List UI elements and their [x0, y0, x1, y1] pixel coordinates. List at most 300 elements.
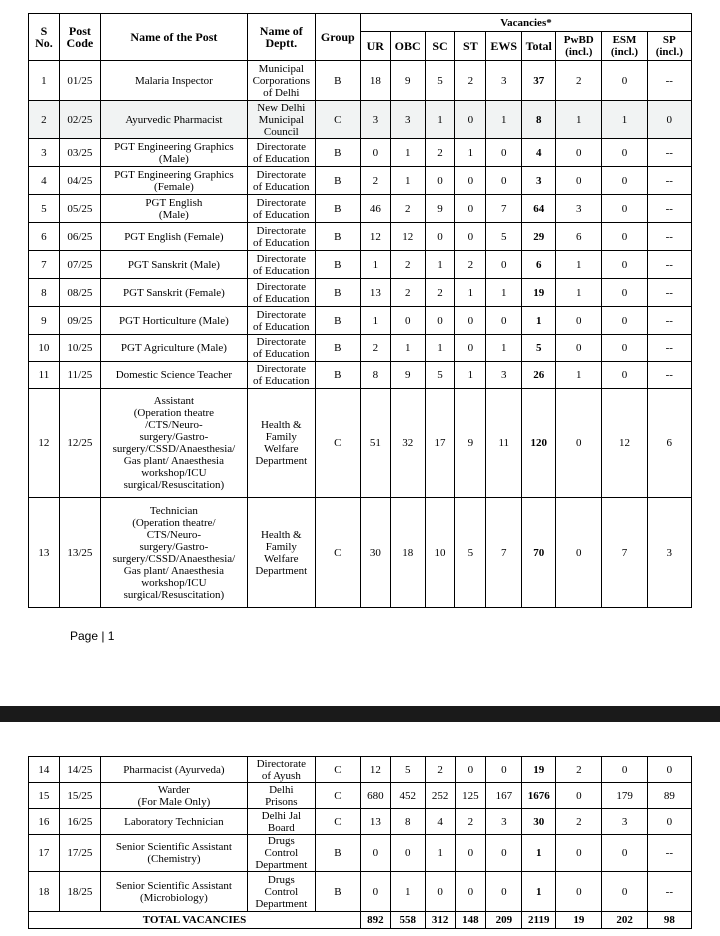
cell-sp: 3	[647, 498, 691, 608]
header-pwbd: PwBD (incl.)	[556, 32, 602, 61]
cell-ur: 8	[360, 362, 390, 389]
cell-st: 1	[455, 362, 486, 389]
cell-sno: 18	[29, 872, 60, 912]
cell-code: 18/25	[59, 872, 100, 912]
cell-ur: 13	[360, 279, 390, 307]
cell-pwbd: 1	[556, 362, 602, 389]
cell-group: B	[315, 872, 360, 912]
table-row	[29, 335, 692, 362]
cell-dept: Directorate of Education	[247, 223, 315, 251]
cell-esm: 0	[602, 335, 647, 362]
header-total: Total	[522, 32, 556, 61]
cell-ews: 3	[486, 61, 522, 101]
table-row	[29, 223, 692, 251]
cell-sno: 14	[29, 757, 60, 783]
table-row	[29, 251, 692, 279]
cell-sno: 13	[29, 498, 60, 608]
cell-sno: 12	[29, 389, 60, 498]
total-st: 148	[455, 912, 486, 929]
cell-total: 1	[522, 872, 556, 912]
cell-obc: 2	[390, 195, 425, 223]
cell-sc: 2	[425, 279, 455, 307]
table-row	[29, 61, 692, 101]
cell-name: PGT Sanskrit (Male)	[100, 251, 247, 279]
cell-total: 64	[522, 195, 556, 223]
table-row	[29, 389, 692, 498]
cell-group: B	[315, 835, 360, 872]
cell-sp: --	[647, 61, 691, 101]
cell-sc: 1	[425, 101, 455, 139]
cell-sc: 9	[425, 195, 455, 223]
cell-sp: --	[647, 279, 691, 307]
cell-obc: 32	[390, 389, 425, 498]
cell-sc: 1	[425, 835, 455, 872]
cell-name: PGT Sanskrit (Female)	[100, 279, 247, 307]
cell-ews: 3	[486, 809, 522, 835]
cell-total: 29	[522, 223, 556, 251]
cell-obc: 1	[390, 139, 425, 167]
cell-dept: Directorate of Education	[247, 279, 315, 307]
cell-sp: --	[647, 167, 691, 195]
cell-sp: --	[647, 307, 691, 335]
cell-dept: Directorate of Education	[247, 167, 315, 195]
cell-total: 1	[522, 835, 556, 872]
cell-name: Assistant (Operation theatre /CTS/Neuro- surgery/Gastro- surgery/CSSD/Anaesthesia/ Gas plant/ Anaesthesia workshop/ICU surgical/Resuscitation)	[100, 389, 247, 498]
table-row	[29, 809, 692, 835]
cell-sp: 6	[647, 389, 691, 498]
cell-obc: 2	[390, 279, 425, 307]
cell-group: C	[315, 809, 360, 835]
header-esm: ESM (incl.)	[602, 32, 647, 61]
cell-sc: 2	[425, 139, 455, 167]
cell-st: 2	[455, 251, 486, 279]
table-row	[29, 835, 692, 872]
cell-pwbd: 0	[556, 139, 602, 167]
cell-st: 0	[455, 101, 486, 139]
cell-ur: 0	[360, 872, 390, 912]
total-sc: 312	[425, 912, 455, 929]
header-department: Name of Deptt.	[247, 14, 315, 61]
cell-ews: 3	[486, 362, 522, 389]
cell-total: 37	[522, 61, 556, 101]
cell-obc: 12	[390, 223, 425, 251]
cell-code: 07/25	[59, 251, 100, 279]
table-row	[29, 139, 692, 167]
cell-sp: --	[647, 872, 691, 912]
cell-ews: 0	[486, 757, 522, 783]
cell-total: 4	[522, 139, 556, 167]
header-ur: UR	[360, 32, 390, 61]
cell-esm: 0	[602, 757, 647, 783]
cell-pwbd: 6	[556, 223, 602, 251]
cell-obc: 1	[390, 872, 425, 912]
cell-sp: 0	[647, 101, 691, 139]
cell-esm: 0	[602, 362, 647, 389]
cell-pwbd: 0	[556, 167, 602, 195]
cell-sc: 1	[425, 251, 455, 279]
cell-ews: 7	[486, 195, 522, 223]
cell-code: 10/25	[59, 335, 100, 362]
table-row	[29, 498, 692, 608]
cell-name: PGT English (Female)	[100, 223, 247, 251]
cell-code: 02/25	[59, 101, 100, 139]
total-row	[29, 912, 692, 929]
cell-group: B	[315, 139, 360, 167]
cell-st: 0	[455, 757, 486, 783]
cell-pwbd: 0	[556, 389, 602, 498]
cell-obc: 9	[390, 362, 425, 389]
cell-group: C	[315, 389, 360, 498]
cell-obc: 1	[390, 167, 425, 195]
page-number: Page | 1	[70, 629, 115, 643]
cell-name: PGT Engineering Graphics (Male)	[100, 139, 247, 167]
cell-obc: 0	[390, 307, 425, 335]
cell-obc: 1	[390, 335, 425, 362]
cell-dept: Drugs Control Department	[247, 835, 315, 872]
table-row	[29, 167, 692, 195]
cell-ur: 1	[360, 251, 390, 279]
cell-sp: 0	[647, 757, 691, 783]
cell-st: 2	[455, 61, 486, 101]
cell-sc: 0	[425, 167, 455, 195]
cell-sp: --	[647, 335, 691, 362]
cell-group: B	[315, 195, 360, 223]
cell-sp: --	[647, 251, 691, 279]
cell-st: 9	[455, 389, 486, 498]
cell-obc: 8	[390, 809, 425, 835]
cell-total: 26	[522, 362, 556, 389]
cell-total: 6	[522, 251, 556, 279]
cell-esm: 7	[602, 498, 647, 608]
cell-ur: 2	[360, 167, 390, 195]
cell-code: 09/25	[59, 307, 100, 335]
cell-dept: Delhi Prisons	[247, 783, 315, 809]
total-ews: 209	[486, 912, 522, 929]
cell-pwbd: 2	[556, 61, 602, 101]
cell-pwbd: 2	[556, 757, 602, 783]
cell-obc: 0	[390, 835, 425, 872]
cell-dept: Directorate of Education	[247, 195, 315, 223]
cell-pwbd: 1	[556, 279, 602, 307]
cell-name: PGT Engineering Graphics (Female)	[100, 167, 247, 195]
cell-ews: 0	[486, 251, 522, 279]
cell-esm: 0	[602, 61, 647, 101]
cell-st: 0	[455, 223, 486, 251]
cell-sno: 11	[29, 362, 60, 389]
vacancy-table-page-2	[28, 756, 692, 929]
cell-pwbd: 2	[556, 809, 602, 835]
cell-pwbd: 0	[556, 307, 602, 335]
cell-group: B	[315, 61, 360, 101]
cell-sno: 6	[29, 223, 60, 251]
header-ews: EWS	[486, 32, 522, 61]
cell-esm: 0	[602, 167, 647, 195]
cell-sc: 0	[425, 223, 455, 251]
cell-name: Malaria Inspector	[100, 61, 247, 101]
cell-name: Domestic Science Teacher	[100, 362, 247, 389]
cell-ur: 0	[360, 139, 390, 167]
total-label: TOTAL VACANCIES	[29, 912, 361, 929]
cell-obc: 9	[390, 61, 425, 101]
cell-code: 15/25	[59, 783, 100, 809]
cell-dept: Health & Family Welfare Department	[247, 389, 315, 498]
cell-total: 30	[522, 809, 556, 835]
cell-ur: 12	[360, 757, 390, 783]
cell-name: PGT English (Male)	[100, 195, 247, 223]
cell-ur: 13	[360, 809, 390, 835]
cell-pwbd: 0	[556, 335, 602, 362]
cell-sno: 16	[29, 809, 60, 835]
cell-group: B	[315, 167, 360, 195]
cell-total: 70	[522, 498, 556, 608]
total-pwbd: 19	[556, 912, 602, 929]
cell-pwbd: 3	[556, 195, 602, 223]
total-obc: 558	[390, 912, 425, 929]
cell-total: 1676	[522, 783, 556, 809]
cell-sp: --	[647, 139, 691, 167]
cell-group: B	[315, 251, 360, 279]
cell-code: 03/25	[59, 139, 100, 167]
cell-dept: Health & Family Welfare Department	[247, 498, 315, 608]
cell-esm: 0	[602, 279, 647, 307]
table-row	[29, 195, 692, 223]
cell-sno: 1	[29, 61, 60, 101]
cell-total: 19	[522, 757, 556, 783]
cell-group: B	[315, 335, 360, 362]
cell-ur: 18	[360, 61, 390, 101]
vacancy-rows-page-1	[29, 61, 692, 608]
cell-dept: Directorate of Education	[247, 251, 315, 279]
cell-ews: 7	[486, 498, 522, 608]
cell-total: 1	[522, 307, 556, 335]
cell-dept: Municipal Corporations of Delhi	[247, 61, 315, 101]
cell-sno: 2	[29, 101, 60, 139]
cell-sp: 89	[647, 783, 691, 809]
table-row	[29, 872, 692, 912]
cell-group: C	[315, 757, 360, 783]
cell-sc: 2	[425, 757, 455, 783]
cell-ews: 167	[486, 783, 522, 809]
total-ur: 892	[360, 912, 390, 929]
cell-group: C	[315, 498, 360, 608]
cell-name: PGT Horticulture (Male)	[100, 307, 247, 335]
vacancy-rows-page-2	[29, 757, 692, 912]
cell-code: 12/25	[59, 389, 100, 498]
cell-esm: 0	[602, 223, 647, 251]
cell-sno: 17	[29, 835, 60, 872]
cell-esm: 0	[602, 251, 647, 279]
cell-dept: Directorate of Education	[247, 139, 315, 167]
total-esm: 202	[602, 912, 647, 929]
cell-code: 14/25	[59, 757, 100, 783]
cell-ur: 3	[360, 101, 390, 139]
cell-pwbd: 0	[556, 498, 602, 608]
cell-code: 06/25	[59, 223, 100, 251]
cell-sno: 3	[29, 139, 60, 167]
cell-ews: 0	[486, 872, 522, 912]
cell-obc: 3	[390, 101, 425, 139]
cell-sp: --	[647, 835, 691, 872]
cell-esm: 0	[602, 835, 647, 872]
cell-obc: 2	[390, 251, 425, 279]
cell-esm: 179	[602, 783, 647, 809]
cell-sc: 5	[425, 61, 455, 101]
cell-st: 1	[455, 279, 486, 307]
cell-ews: 1	[486, 279, 522, 307]
header-st: ST	[455, 32, 486, 61]
cell-esm: 1	[602, 101, 647, 139]
header-post-name: Name of the Post	[100, 14, 247, 61]
cell-sc: 4	[425, 809, 455, 835]
cell-code: 13/25	[59, 498, 100, 608]
header-group: Group	[315, 14, 360, 61]
cell-group: B	[315, 362, 360, 389]
cell-sno: 7	[29, 251, 60, 279]
cell-ews: 1	[486, 335, 522, 362]
cell-pwbd: 1	[556, 101, 602, 139]
cell-total: 19	[522, 279, 556, 307]
cell-ews: 11	[486, 389, 522, 498]
cell-pwbd: 1	[556, 251, 602, 279]
cell-code: 04/25	[59, 167, 100, 195]
cell-sc: 252	[425, 783, 455, 809]
cell-st: 1	[455, 139, 486, 167]
header-vacancies: Vacancies*	[360, 14, 691, 32]
cell-sc: 0	[425, 872, 455, 912]
cell-code: 08/25	[59, 279, 100, 307]
cell-name: Laboratory Technician	[100, 809, 247, 835]
cell-sc: 17	[425, 389, 455, 498]
cell-ur: 1	[360, 307, 390, 335]
cell-group: C	[315, 783, 360, 809]
cell-name: Technician (Operation theatre/ CTS/Neuro- surgery/Gastro- surgery/CSSD/Anaesthesia/ Gas plant/ Anaesthesia workshop/ICU surgical/Resuscitation)	[100, 498, 247, 608]
cell-name: Senior Scientific Assistant (Chemistry)	[100, 835, 247, 872]
cell-pwbd: 0	[556, 872, 602, 912]
cell-sc: 0	[425, 307, 455, 335]
cell-sc: 5	[425, 362, 455, 389]
cell-st: 0	[455, 195, 486, 223]
cell-group: B	[315, 279, 360, 307]
cell-ews: 5	[486, 223, 522, 251]
cell-dept: Directorate of Education	[247, 362, 315, 389]
cell-st: 0	[455, 835, 486, 872]
cell-name: Warder (For Male Only)	[100, 783, 247, 809]
cell-name: Pharmacist (Ayurveda)	[100, 757, 247, 783]
cell-obc: 18	[390, 498, 425, 608]
vacancy-table-page-1	[28, 13, 692, 608]
cell-dept: Directorate of Ayush	[247, 757, 315, 783]
cell-ur: 12	[360, 223, 390, 251]
cell-st: 0	[455, 872, 486, 912]
header-sc: SC	[425, 32, 455, 61]
cell-dept: Directorate of Education	[247, 307, 315, 335]
cell-sc: 10	[425, 498, 455, 608]
cell-group: B	[315, 223, 360, 251]
cell-obc: 5	[390, 757, 425, 783]
cell-sno: 4	[29, 167, 60, 195]
cell-code: 01/25	[59, 61, 100, 101]
table-row	[29, 757, 692, 783]
page-separator	[0, 706, 720, 722]
cell-ews: 0	[486, 307, 522, 335]
cell-ews: 0	[486, 139, 522, 167]
cell-esm: 12	[602, 389, 647, 498]
cell-ur: 46	[360, 195, 390, 223]
cell-esm: 0	[602, 139, 647, 167]
cell-sno: 9	[29, 307, 60, 335]
cell-sno: 10	[29, 335, 60, 362]
header-sp: SP (incl.)	[647, 32, 691, 61]
cell-name: PGT Agriculture (Male)	[100, 335, 247, 362]
cell-sc: 1	[425, 335, 455, 362]
cell-name: Senior Scientific Assistant (Microbiology)	[100, 872, 247, 912]
cell-total: 8	[522, 101, 556, 139]
cell-st: 2	[455, 809, 486, 835]
cell-dept: Directorate of Education	[247, 335, 315, 362]
cell-sp: 0	[647, 809, 691, 835]
cell-pwbd: 0	[556, 835, 602, 872]
cell-ur: 680	[360, 783, 390, 809]
cell-group: C	[315, 101, 360, 139]
cell-sno: 5	[29, 195, 60, 223]
cell-st: 5	[455, 498, 486, 608]
cell-st: 0	[455, 307, 486, 335]
cell-st: 0	[455, 167, 486, 195]
cell-total: 5	[522, 335, 556, 362]
header-post-code: Post Code	[59, 14, 100, 61]
cell-st: 125	[455, 783, 486, 809]
cell-sp: --	[647, 195, 691, 223]
cell-ews: 1	[486, 101, 522, 139]
cell-code: 05/25	[59, 195, 100, 223]
cell-sp: --	[647, 362, 691, 389]
cell-dept: New Delhi Municipal Council	[247, 101, 315, 139]
cell-esm: 3	[602, 809, 647, 835]
cell-total: 120	[522, 389, 556, 498]
header-sno: S No.	[29, 14, 60, 61]
cell-code: 16/25	[59, 809, 100, 835]
cell-ur: 51	[360, 389, 390, 498]
table-row	[29, 307, 692, 335]
cell-pwbd: 0	[556, 783, 602, 809]
cell-sno: 8	[29, 279, 60, 307]
cell-total: 3	[522, 167, 556, 195]
total-sp: 98	[647, 912, 691, 929]
cell-dept: Drugs Control Department	[247, 872, 315, 912]
cell-sp: --	[647, 223, 691, 251]
table-row	[29, 783, 692, 809]
cell-ews: 0	[486, 167, 522, 195]
cell-group: B	[315, 307, 360, 335]
table-row	[29, 279, 692, 307]
cell-ews: 0	[486, 835, 522, 872]
cell-code: 11/25	[59, 362, 100, 389]
cell-st: 0	[455, 335, 486, 362]
cell-name: Ayurvedic Pharmacist	[100, 101, 247, 139]
cell-esm: 0	[602, 307, 647, 335]
total-total: 2119	[522, 912, 556, 929]
cell-ur: 2	[360, 335, 390, 362]
cell-dept: Delhi Jal Board	[247, 809, 315, 835]
cell-obc: 452	[390, 783, 425, 809]
cell-sno: 15	[29, 783, 60, 809]
cell-ur: 0	[360, 835, 390, 872]
cell-ur: 30	[360, 498, 390, 608]
table-row	[29, 101, 692, 139]
cell-esm: 0	[602, 195, 647, 223]
cell-code: 17/25	[59, 835, 100, 872]
header-obc: OBC	[390, 32, 425, 61]
